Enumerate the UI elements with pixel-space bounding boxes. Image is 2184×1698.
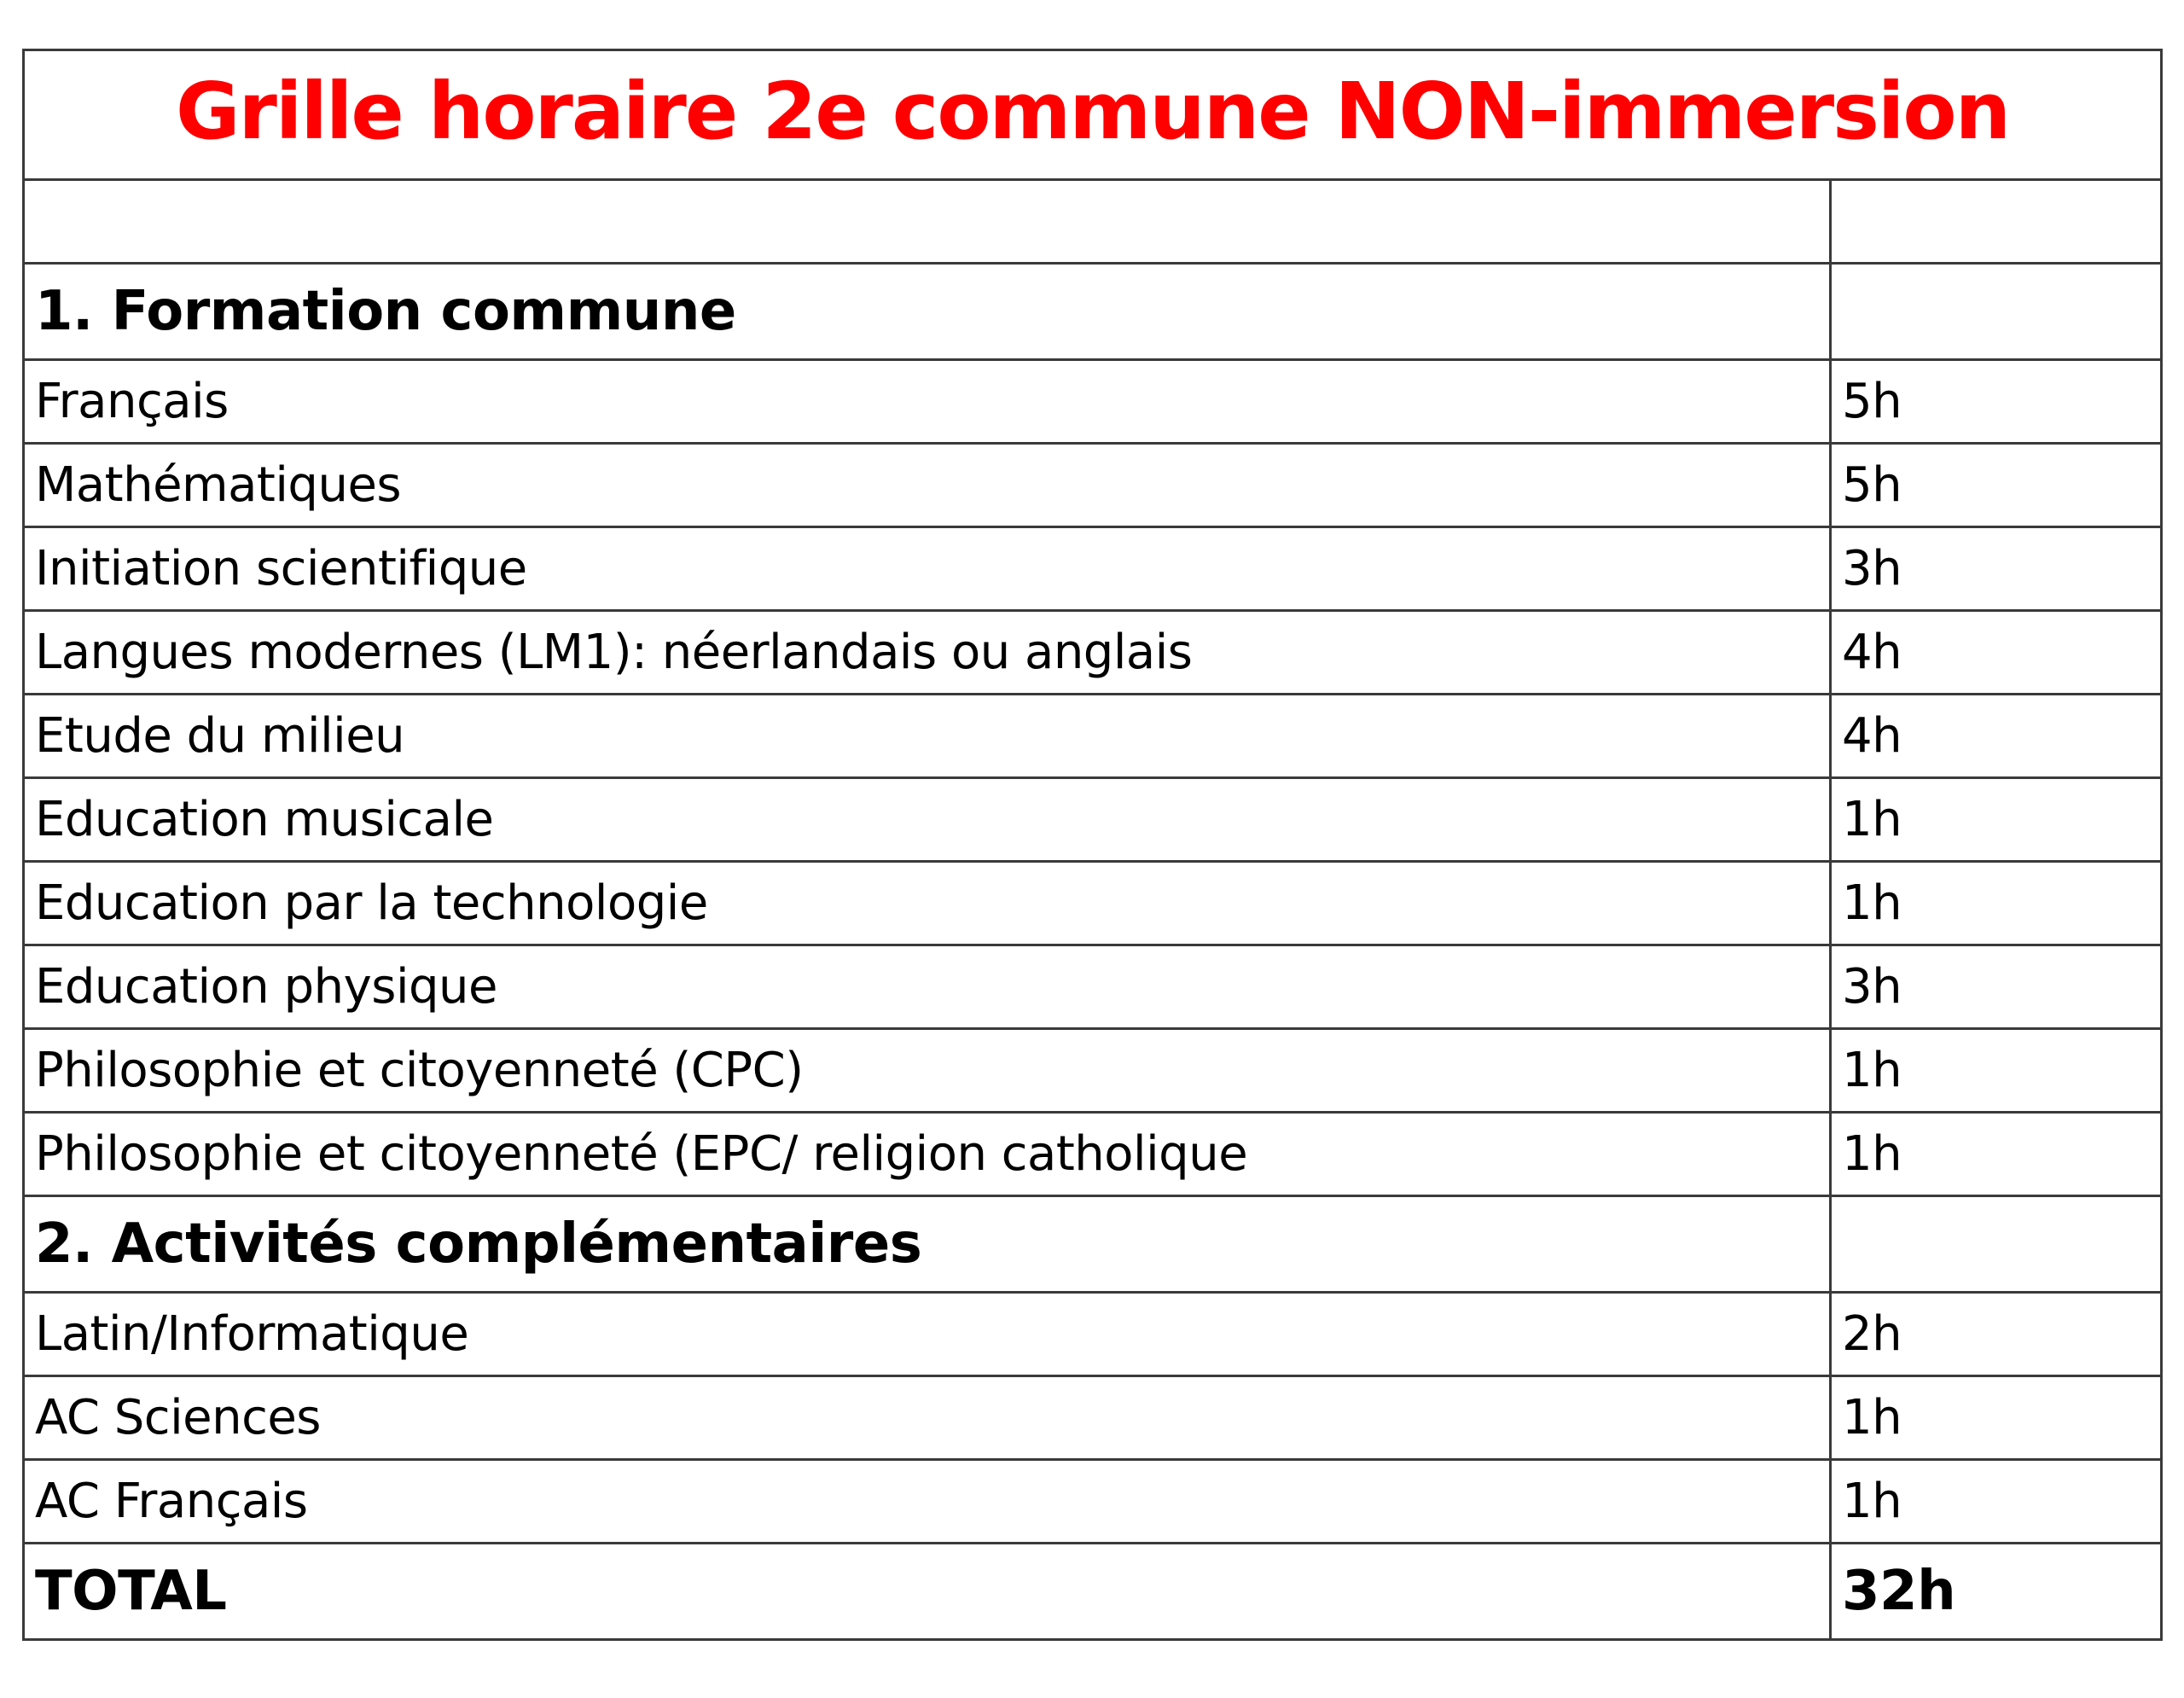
- table-row: [24, 527, 2162, 611]
- subject-cell: [24, 945, 1831, 1029]
- table-row: [24, 444, 2162, 527]
- table-row: [24, 1113, 2162, 1196]
- hours-cell: [1831, 1029, 2162, 1113]
- subject-cell: [24, 611, 1831, 695]
- page-title: Grille horaire 2e commune NON-immersion: [175, 66, 2010, 157]
- hours-cell: [1831, 778, 2162, 862]
- table-row: [24, 360, 2162, 444]
- section-header-row: [24, 264, 2162, 360]
- hours-cell: [1831, 945, 2162, 1029]
- hours-cell: [1831, 1460, 2162, 1544]
- subject-label: Education physique: [35, 959, 498, 1015]
- hours-cell: [1831, 527, 2162, 611]
- section-heading-activites-complementaires: 2. Activités complémentaires: [35, 1212, 922, 1276]
- table-row: [24, 695, 2162, 778]
- hours-value: 1h: [1842, 1126, 1902, 1182]
- total-hours-value: 32h: [1842, 1560, 1956, 1623]
- title-cell: [24, 50, 2162, 180]
- hours-value: 3h: [1842, 959, 1902, 1015]
- subject-cell: [24, 1293, 1831, 1376]
- subject-label: Mathématiques: [35, 457, 402, 513]
- hours-cell: [1831, 360, 2162, 444]
- hours-value: 5h: [1842, 457, 1902, 513]
- section-heading-formation-commune: 1. Formation commune: [35, 280, 736, 343]
- table-row: [24, 778, 2162, 862]
- subject-cell: [24, 695, 1831, 778]
- subject-cell: [24, 1029, 1831, 1113]
- subject-cell: [24, 862, 1831, 945]
- subject-label: Français: [35, 374, 229, 429]
- title-row: [24, 50, 2162, 180]
- table-row: [24, 862, 2162, 945]
- subject-cell: [24, 444, 1831, 527]
- hours-value: 4h: [1842, 625, 1902, 680]
- hours-value: 1h: [1842, 1390, 1902, 1445]
- total-label: TOTAL: [35, 1560, 227, 1623]
- hours-cell: [1831, 444, 2162, 527]
- section-hours-cell: [1831, 1196, 2162, 1293]
- table-row: [24, 1293, 2162, 1376]
- schedule-table-body: [24, 50, 2162, 1640]
- total-label-cell: [24, 1544, 1831, 1640]
- subject-cell: [24, 527, 1831, 611]
- hours-value: 4h: [1842, 708, 1902, 764]
- hours-cell: [1831, 1376, 2162, 1460]
- subject-cell: [24, 778, 1831, 862]
- section-header-row: [24, 1196, 2162, 1293]
- subject-label: Initiation scientifique: [35, 541, 527, 596]
- total-hours-cell: [1831, 1544, 2162, 1640]
- table-row: [24, 945, 2162, 1029]
- subject-cell: [24, 1460, 1831, 1544]
- hours-cell: [1831, 611, 2162, 695]
- schedule-table: [22, 49, 2163, 1641]
- table-row: [24, 1460, 2162, 1544]
- hours-value: 1h: [1842, 875, 1902, 931]
- blank-subject-cell: [24, 180, 1831, 264]
- subject-cell: [24, 360, 1831, 444]
- hours-cell: [1831, 1113, 2162, 1196]
- subject-label: AC Français: [35, 1474, 308, 1529]
- hours-value: 1h: [1842, 1043, 1902, 1098]
- table-row: [24, 611, 2162, 695]
- section-header-cell: [24, 264, 1831, 360]
- hours-value: 2h: [1842, 1306, 1902, 1362]
- subject-cell: [24, 1113, 1831, 1196]
- section-header-cell: [24, 1196, 1831, 1293]
- subject-cell: [24, 1376, 1831, 1460]
- hours-value: 1h: [1842, 792, 1902, 847]
- hours-value: 3h: [1842, 541, 1902, 596]
- subject-label: Latin/Informatique: [35, 1306, 469, 1362]
- hours-cell: [1831, 1293, 2162, 1376]
- subject-label: Philosophie et citoyenneté (CPC): [35, 1043, 804, 1098]
- blank-hours-cell: [1831, 180, 2162, 264]
- section-hours-cell: [1831, 264, 2162, 360]
- hours-cell: [1831, 862, 2162, 945]
- subject-label: Education par la technologie: [35, 875, 708, 931]
- subject-label: Etude du milieu: [35, 708, 405, 764]
- hours-value: 5h: [1842, 374, 1902, 429]
- table-row: [24, 1376, 2162, 1460]
- hours-cell: [1831, 695, 2162, 778]
- table-row: [24, 1029, 2162, 1113]
- hours-value: 1h: [1842, 1474, 1902, 1529]
- blank-row: [24, 180, 2162, 264]
- subject-label: AC Sciences: [35, 1390, 321, 1445]
- subject-label: Education musicale: [35, 792, 494, 847]
- subject-label: Philosophie et citoyenneté (EPC/ religion catholique: [35, 1126, 1248, 1182]
- total-row: [24, 1544, 2162, 1640]
- subject-label: Langues modernes (LM1): néerlandais ou anglais: [35, 625, 1193, 680]
